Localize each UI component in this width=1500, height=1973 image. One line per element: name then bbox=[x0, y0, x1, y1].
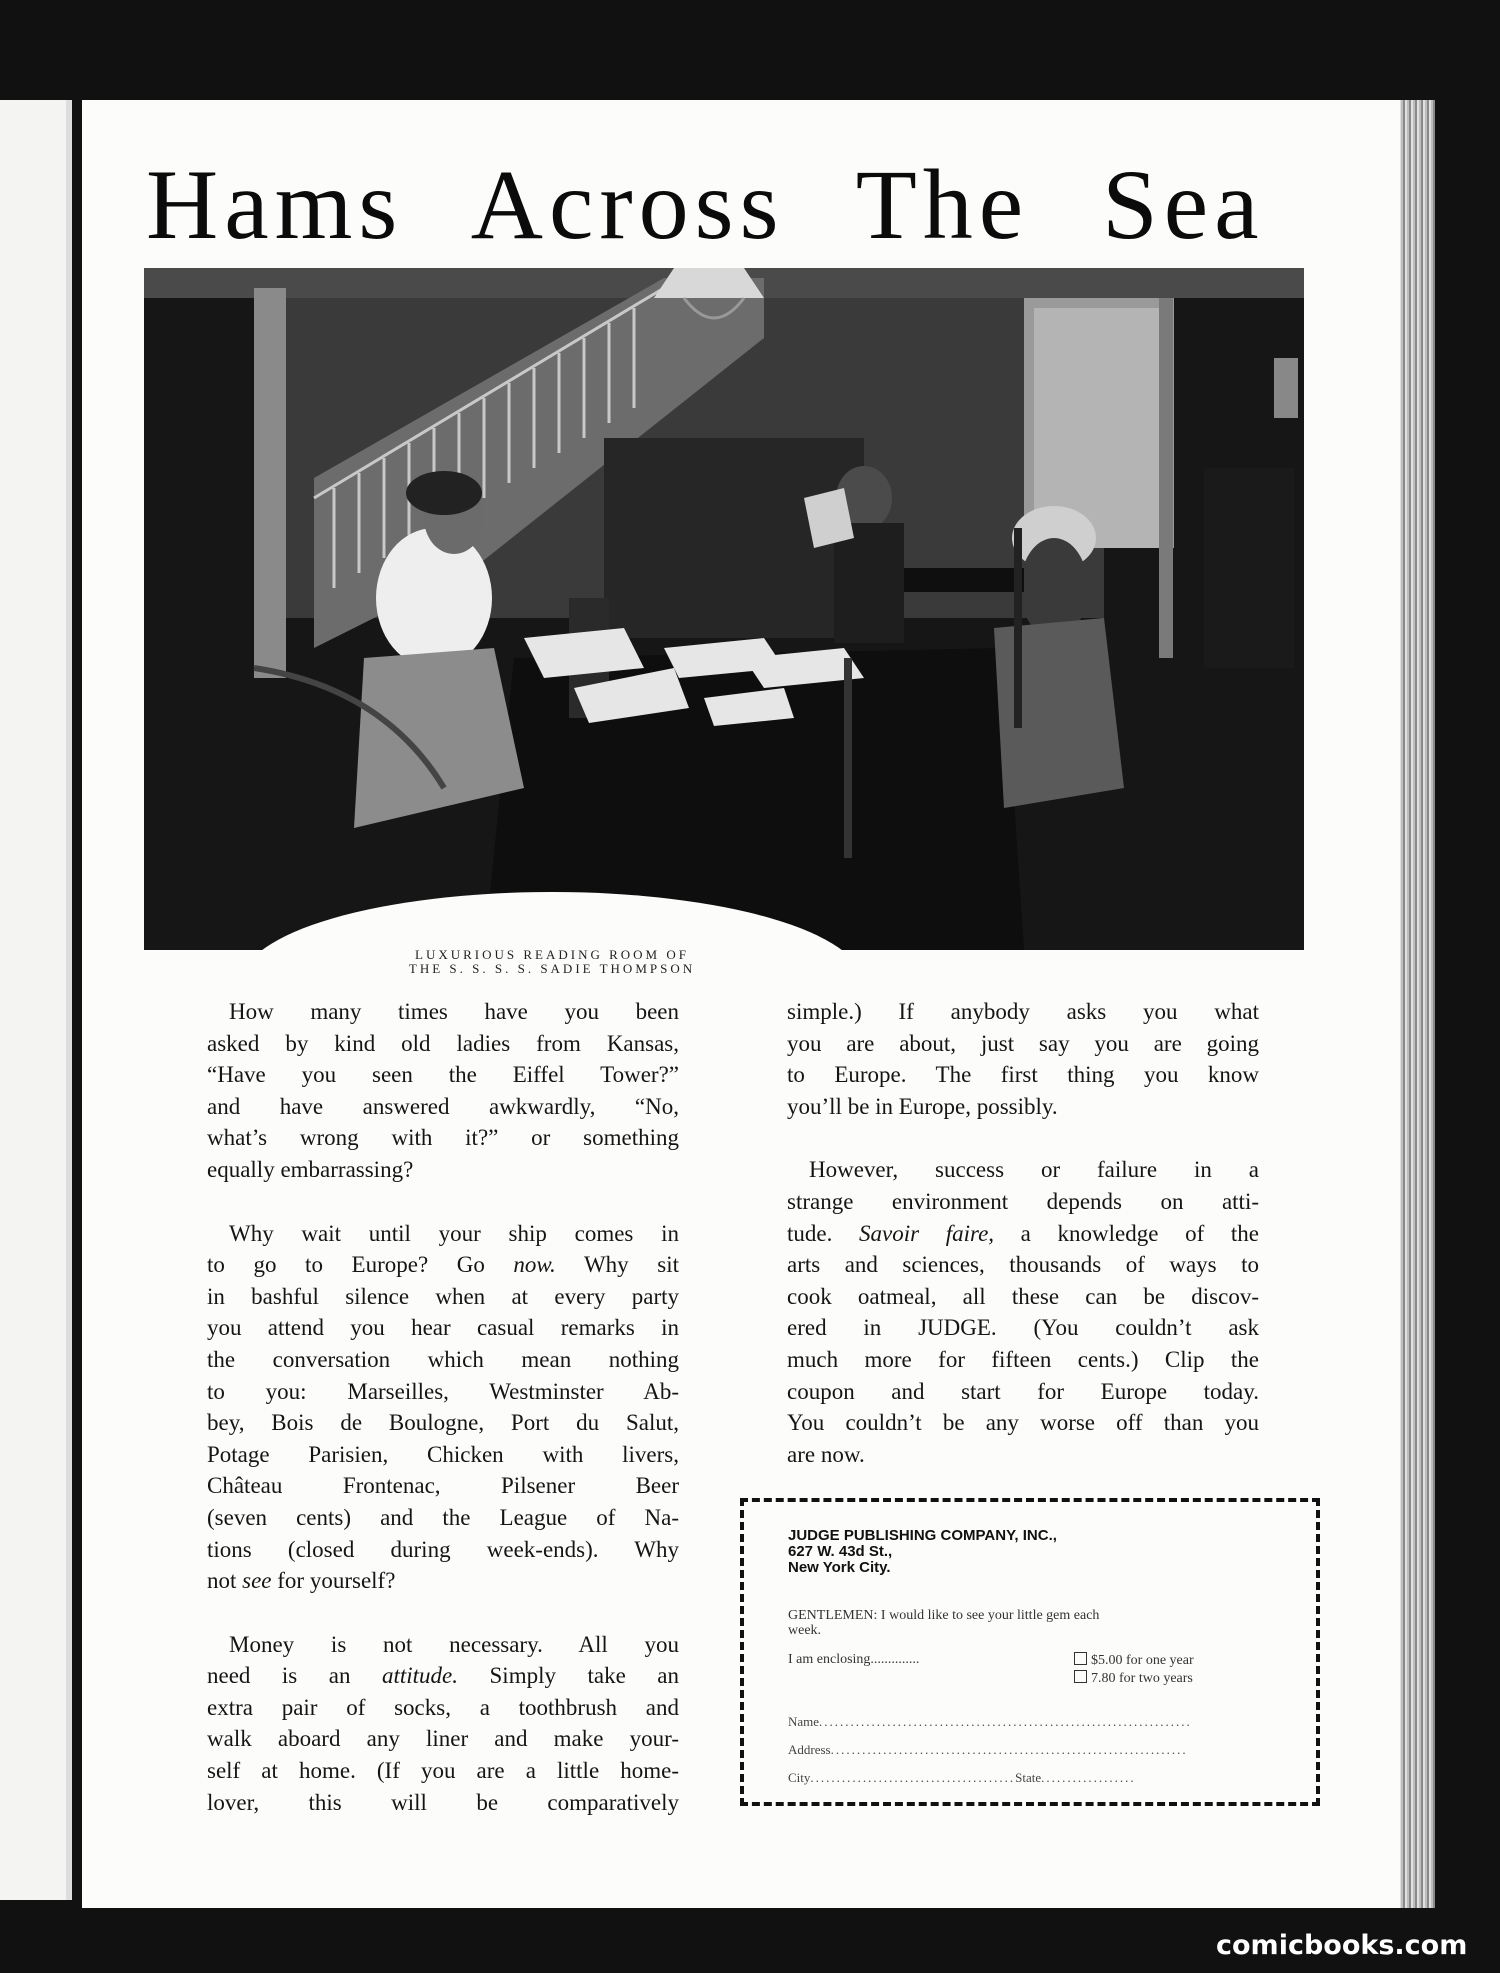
emphasis: Savoir faire, bbox=[859, 1220, 995, 1246]
paragraph bbox=[207, 996, 679, 1186]
text-line: to you: Marseilles, Westminster Ab- bbox=[207, 1378, 679, 1404]
field-label: Name bbox=[788, 1714, 820, 1729]
street-address: 627 W. 43d St., bbox=[788, 1543, 893, 1560]
text-line: arts and sciences, thousands of ways to bbox=[787, 1252, 1259, 1278]
text-line: Potage Parisien, Chicken with livers, bbox=[207, 1441, 679, 1467]
coupon-salutation bbox=[788, 1608, 1288, 1638]
text-line: week. bbox=[788, 1623, 822, 1638]
text-line: cook oatmeal, all these can be discov- bbox=[787, 1283, 1259, 1309]
site-watermark: comicbooks.com bbox=[1216, 1930, 1468, 1961]
text-line: How many times have you been bbox=[229, 999, 679, 1024]
text-line: ered in JUDGE. (You couldn’t ask bbox=[787, 1315, 1259, 1341]
reading-room-photo bbox=[144, 268, 1304, 950]
subscription-coupon[interactable] bbox=[740, 1498, 1320, 1806]
text-line bbox=[207, 1565, 679, 1597]
emphasis: attitude. bbox=[381, 1663, 459, 1689]
text-run: for yourself? bbox=[271, 1568, 396, 1594]
article-column-left bbox=[207, 996, 679, 1850]
article-column-right bbox=[787, 996, 1259, 1502]
address-field[interactable]: Address.................................................................... bbox=[788, 1742, 1188, 1757]
text-line: GENTLEMEN: I would like to see your little gem each bbox=[788, 1608, 1100, 1623]
text-line: in bashful silence when at every party bbox=[207, 1283, 679, 1309]
text-line: you are about, just say you are going bbox=[787, 1030, 1259, 1056]
text-line: However, success or failure in a bbox=[809, 1157, 1259, 1183]
text-run: need is an bbox=[207, 1663, 382, 1689]
name-field[interactable]: Name....................................................................... bbox=[788, 1714, 1192, 1729]
emphasis: see bbox=[242, 1568, 272, 1594]
text-line: self at home. (If you are a little home- bbox=[207, 1758, 679, 1784]
text-line: “Have you seen the Eiffel Tower?” bbox=[207, 1062, 679, 1088]
left-page-edge bbox=[0, 100, 72, 1900]
text-run: not bbox=[207, 1568, 243, 1594]
emphasis: now. bbox=[513, 1252, 556, 1278]
magazine-page bbox=[82, 100, 1400, 1908]
enclosing-line: I am enclosing.............. bbox=[788, 1652, 920, 1667]
text-line: the conversation which mean nothing bbox=[207, 1346, 679, 1372]
text-line: what’s wrong with it?” or something bbox=[207, 1125, 679, 1151]
option-label: 7.80 for two years bbox=[1091, 1671, 1193, 1686]
option-two-years[interactable] bbox=[1074, 1670, 1193, 1687]
caption-line: LUXURIOUS READING ROOM OF bbox=[415, 947, 689, 962]
text-run: a knowledge of the bbox=[994, 1220, 1259, 1246]
checkbox-icon[interactable] bbox=[1074, 1652, 1087, 1665]
paragraph bbox=[787, 996, 1259, 1122]
field-label: City bbox=[788, 1770, 811, 1785]
headline: Hams Across The Sea bbox=[146, 149, 1265, 260]
text-line: much more for fifteen cents.) Clip the bbox=[787, 1346, 1259, 1372]
option-label: $5.00 for one year bbox=[1091, 1653, 1194, 1668]
text-line: asked by kind old ladies from Kansas, bbox=[207, 1030, 679, 1056]
publisher-address bbox=[788, 1528, 1057, 1576]
text-line: Why wait until your ship comes in bbox=[229, 1220, 679, 1246]
text-line: you attend you hear casual remarks in bbox=[207, 1315, 679, 1341]
text-line: Money is not necessary. All you bbox=[229, 1631, 679, 1657]
text-run: Why sit bbox=[555, 1252, 679, 1278]
text-line: Château Frontenac, Pilsener Beer bbox=[207, 1473, 679, 1499]
text-line: You couldn’t be any worse off than you bbox=[787, 1410, 1259, 1436]
text-line bbox=[207, 1249, 679, 1281]
text-line: (seven cents) and the League of Na- bbox=[207, 1504, 679, 1530]
checkbox-icon[interactable] bbox=[1074, 1670, 1087, 1683]
paragraph bbox=[207, 1629, 679, 1819]
text-line: walk aboard any liner and make your- bbox=[207, 1726, 679, 1752]
text-run: to go to Europe? Go bbox=[207, 1252, 514, 1278]
text-line: strange environment depends on atti- bbox=[787, 1188, 1259, 1214]
text-line: equally embarrassing? bbox=[207, 1156, 414, 1182]
text-line: are now. bbox=[787, 1441, 865, 1467]
text-line: tions (closed during week-ends). Why bbox=[207, 1536, 679, 1562]
field-label: State bbox=[1015, 1770, 1042, 1785]
page-stack-edges bbox=[1395, 100, 1435, 1908]
text-line: lover, this will be comparatively bbox=[207, 1789, 679, 1815]
option-one-year[interactable] bbox=[1074, 1652, 1194, 1669]
paragraph bbox=[207, 1218, 679, 1597]
field-label: Address bbox=[788, 1742, 831, 1757]
paragraph bbox=[787, 1154, 1259, 1470]
photo-illustration bbox=[144, 268, 1304, 950]
text-line: you’ll be in Europe, possibly. bbox=[787, 1093, 1058, 1119]
text-line: coupon and start for Europe today. bbox=[787, 1378, 1259, 1404]
photo-caption bbox=[322, 948, 782, 976]
text-line: and have answered awkwardly, “No, bbox=[207, 1093, 679, 1119]
text-line bbox=[787, 1218, 1259, 1250]
text-line: to Europe. The first thing you know bbox=[787, 1062, 1259, 1088]
text-line: bey, Bois de Boulogne, Port du Salut, bbox=[207, 1410, 679, 1436]
company-name: JUDGE PUBLISHING COMPANY, INC., bbox=[788, 1527, 1057, 1544]
city-address: New York City. bbox=[788, 1559, 891, 1576]
text-line: simple.) If anybody asks you what bbox=[787, 999, 1259, 1024]
text-line bbox=[207, 1660, 679, 1692]
text-run: tude. bbox=[787, 1220, 859, 1246]
text-line: extra pair of socks, a toothbrush and bbox=[207, 1694, 679, 1720]
caption-line: THE S. S. S. S. SADIE THOMPSON bbox=[408, 961, 696, 976]
city-state-field[interactable]: City.......................................State.................. bbox=[788, 1770, 1136, 1785]
text-run: Simply take an bbox=[458, 1663, 680, 1689]
